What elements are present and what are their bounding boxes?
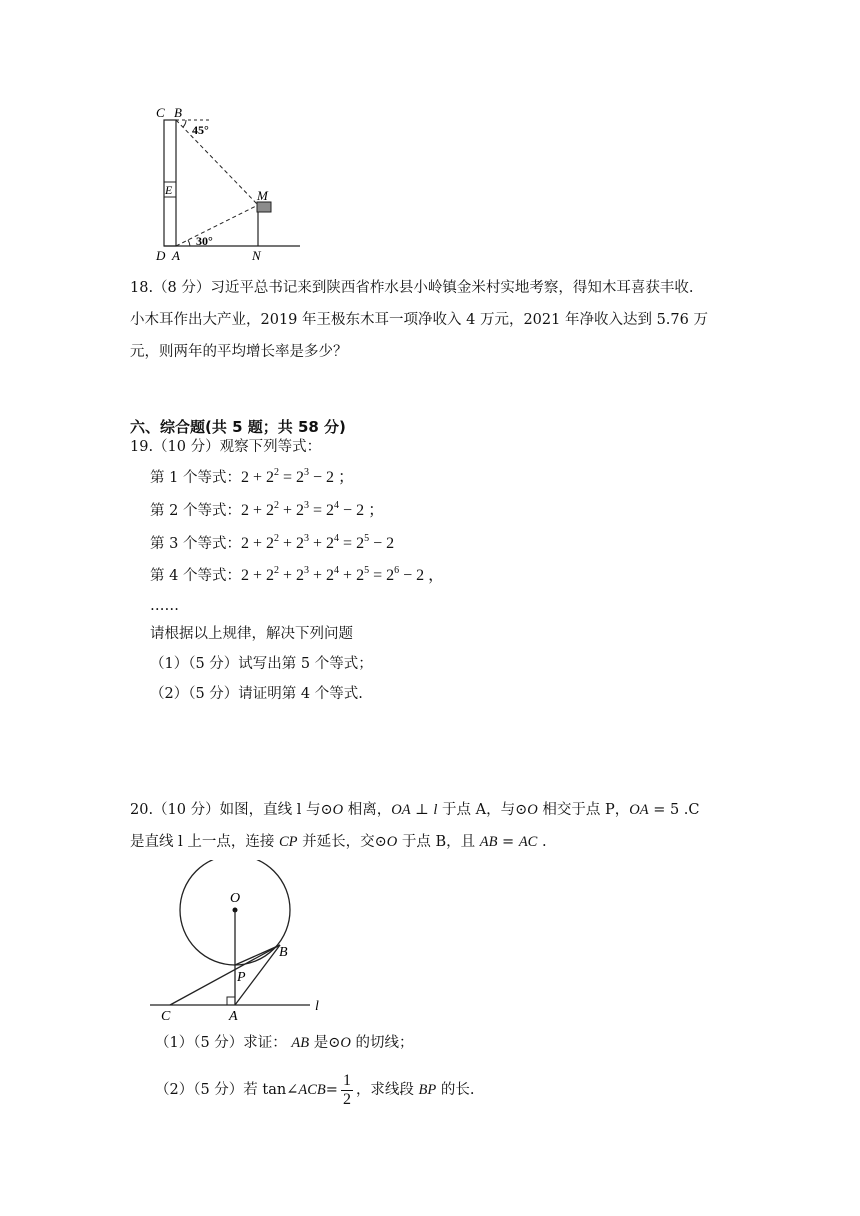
- section-6-title: 六、综合题(共 5 题；共 58 分): [130, 418, 346, 436]
- fig2-label-l: l: [315, 999, 319, 1014]
- q20-line2-text: 是直线 l 上一点，连接: [130, 834, 275, 850]
- figure-building-angles: [150, 100, 310, 260]
- q18-line-3: 元，则两年的平均增长率是多少？: [130, 344, 348, 360]
- q19-eq1-label: 第 1 个等式：: [150, 470, 241, 486]
- q20-part-1: （1）（5 分）求证： AB 是⊙O 的切线；: [155, 1035, 414, 1051]
- q19-eq2-formula: $2 + 2^2 + 2^3 = 2^4 - 2$ ；: [240, 500, 385, 519]
- fig2-label-c: C: [161, 1009, 171, 1024]
- q20-prefix: 20.（10 分）如图，直线 l 与⊙: [130, 802, 333, 818]
- label-c: C: [156, 105, 165, 120]
- label-m: M: [257, 188, 268, 203]
- q20-line-2: 是直线 l 上一点，连接 CP 并延长，交⊙O 于点 B，且 AB = AC .: [130, 834, 547, 850]
- fig2-label-b: B: [279, 945, 288, 960]
- line-bm: [176, 120, 258, 205]
- label-angle-45: 45°: [192, 123, 209, 137]
- label-a: A: [172, 248, 180, 260]
- q19-eq4-formula: $2 + 2^2 + 2^3 + 2^4 + 2^5 = 2^6 - 2$ ，: [240, 565, 445, 584]
- q19-eq2: [150, 501, 384, 521]
- q18-line-1: 18.（8 分）习近平总书记来到陕西省柞水县小岭镇金米村实地考察，得知木耳喜获丰收.: [130, 280, 694, 296]
- q20-part2-suffix: ，求线段: [355, 1082, 414, 1098]
- label-d: D: [156, 248, 166, 260]
- q20-fraction: $\frac{1}{2}$: [342, 1071, 351, 1108]
- q19-prompt: 请根据以上规律，解决下列问题: [150, 626, 353, 642]
- q19-eq1: [150, 468, 354, 488]
- q19-part-2: （2）（5 分）请证明第 4 个等式.: [150, 686, 363, 702]
- fig2-label-p: P: [237, 970, 246, 985]
- segment-cb: [170, 945, 280, 1005]
- q19-eq3-formula: $2 + 2^2 + 2^3 + 2^4 = 2^5 - 2$: [240, 533, 395, 552]
- label-b: B: [174, 105, 182, 120]
- q20-part-2: （2）（5 分）若 tan∠ACB= $\frac{1}{2}$ ，求线段 BP 的长.: [155, 1071, 475, 1108]
- label-e: E: [165, 183, 173, 197]
- q20-part1-prefix: （1）（5 分）求证：: [155, 1035, 287, 1051]
- object-m: [257, 202, 271, 212]
- fig2-label-a: A: [229, 1009, 238, 1024]
- label-n: N: [252, 248, 261, 260]
- label-angle-30: 30°: [196, 234, 213, 248]
- q19-eq3: [150, 534, 394, 554]
- q19-eq4-label: 第 4 个等式：: [150, 568, 241, 584]
- q19-eq4: [150, 566, 444, 586]
- angle-arc-top: [183, 120, 186, 127]
- q20-part2-prefix: （2）（5 分）若 tan∠: [155, 1082, 299, 1098]
- q19-part-1: （1）（5 分）试写出第 5 个等式；: [150, 656, 373, 672]
- q19-eq2-label: 第 2 个等式：: [150, 503, 241, 519]
- q20-line-1: 20.（10 分）如图，直线 l 与⊙O 相离，OA ⊥ l 于点 A，与⊙O 相交于点 P，OA = 5 .C: [130, 802, 700, 818]
- figure-circle-tangent: [145, 860, 335, 1030]
- q19-ellipsis: ……: [150, 598, 179, 614]
- fig2-label-o: O: [230, 891, 241, 906]
- q19-eq1-formula: $2 + 2^2 = 2^3 - 2$ ；: [240, 467, 355, 486]
- right-angle-mark: [227, 997, 235, 1005]
- q19-eq3-label: 第 3 个等式：: [150, 536, 241, 552]
- q18-line-2: 小木耳作出大产业，2019 年王极东木耳一项净收入 4 万元，2021 年净收入达到 5.76 万: [130, 312, 708, 328]
- angle-arc-bottom: [188, 240, 190, 246]
- q19-intro: 19.（10 分）观察下列等式：: [130, 439, 322, 455]
